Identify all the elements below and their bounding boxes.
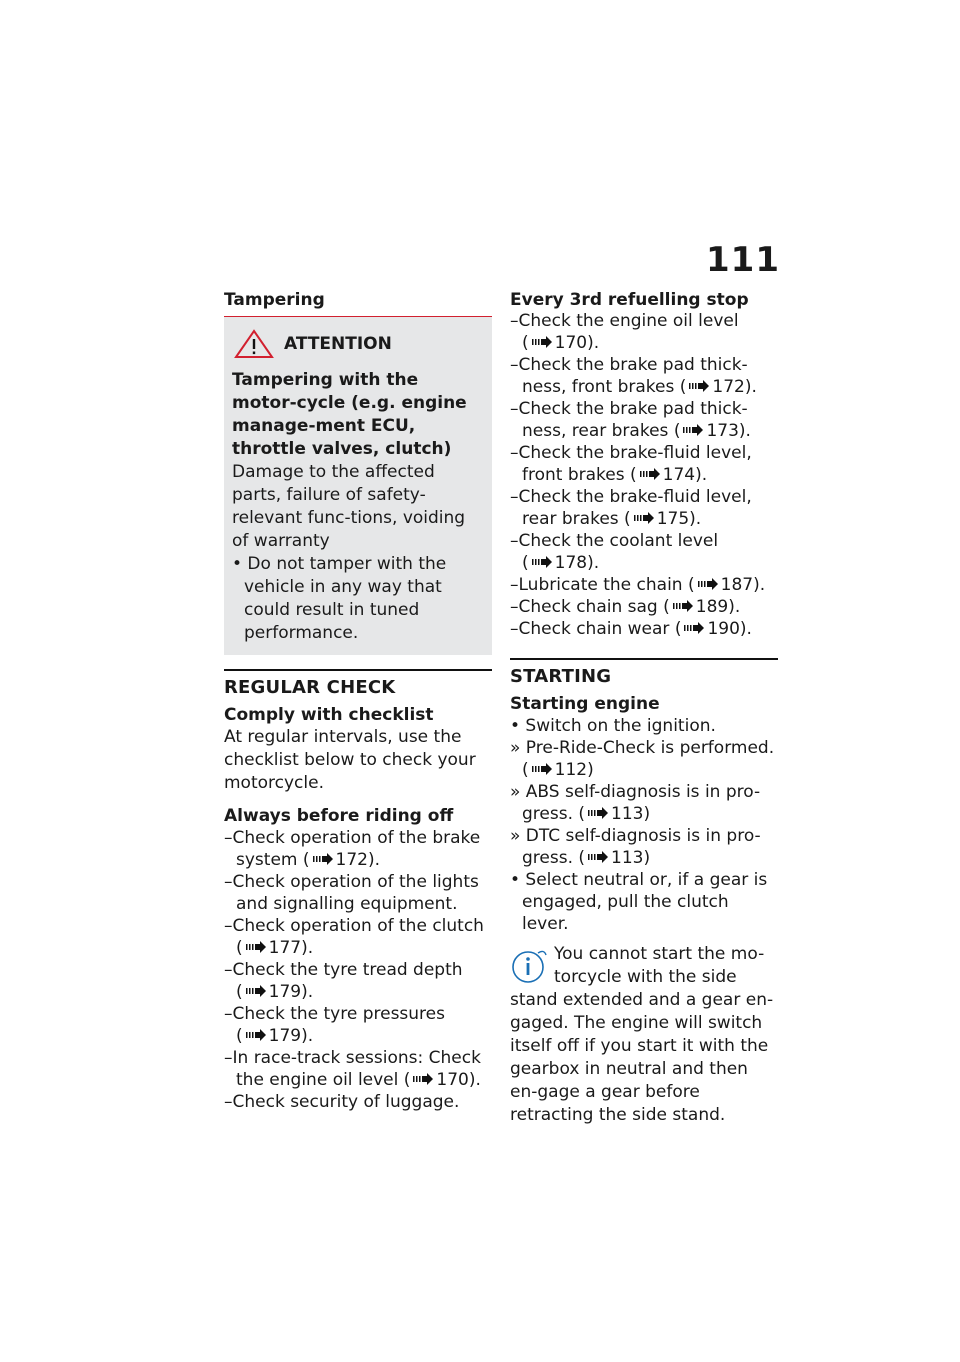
list-item: –Check the brake pad thick-ness, front brakes ( 172). <box>510 355 757 397</box>
list-item: » ABS self-diagnosis is in pro-gress. ( 113) <box>510 782 761 824</box>
attention-header <box>232 329 484 359</box>
info-note <box>510 943 778 1127</box>
page-ref-arrow-icon <box>531 556 553 568</box>
page-reference: ( 179). <box>236 982 314 1002</box>
attention-instruction <box>232 553 484 645</box>
list-item: • Select neutral or, if a gear is engaged, pull the clutch lever. <box>510 870 768 934</box>
page-ref-arrow-icon <box>587 807 609 819</box>
list-item: –Check the engine oil level ( 170). <box>510 311 739 353</box>
page-reference: ( 172). <box>302 850 380 870</box>
list-item: • Switch on the ignition. <box>510 716 716 736</box>
page-ref-arrow-icon <box>633 512 655 524</box>
list-item: –In race-track sessions: Check the engine oil level ( 170). <box>224 1048 481 1090</box>
page-reference: ( 190). <box>674 619 752 639</box>
list-item: –Check operation of the clutch ( 177). <box>224 916 484 958</box>
list-item: –Check the brake-fluid level, front brakes ( 174). <box>510 443 752 485</box>
always-heading: Always before riding off <box>224 806 454 826</box>
page-reference: ( 113) <box>578 848 651 868</box>
page-ref-arrow-icon <box>531 763 553 775</box>
page-reference: ( 175). <box>624 509 702 529</box>
list-item: –Check the brake-fluid level, rear brakes ( 175). <box>510 487 752 529</box>
page-ref-arrow-icon <box>682 424 704 436</box>
list-item: –Check the tyre pressures ( 179). <box>224 1004 445 1046</box>
page-reference: ( 179). <box>236 1026 314 1046</box>
list-item: » DTC self-diagnosis is in pro-gress. ( 113) <box>510 826 761 868</box>
page-ref-arrow-icon <box>245 1029 267 1041</box>
attention-instruction-text: • Do not tamper with the vehicle in any way that could result in tuned performance. <box>232 554 447 643</box>
list-item: –Check operation of the brake system ( 172). <box>224 828 481 870</box>
page-reference: ( 112) <box>522 760 594 780</box>
page-reference: ( 113) <box>578 804 651 824</box>
page-ref-arrow-icon <box>587 851 609 863</box>
page-reference: ( 187). <box>688 575 766 595</box>
page-number: 111 <box>706 240 780 280</box>
regular-check-heading: REGULAR CHECK <box>224 669 492 698</box>
page-reference: ( 178). <box>522 553 600 573</box>
page-ref-arrow-icon <box>245 941 267 953</box>
attention-box <box>224 316 492 655</box>
page-ref-arrow-icon <box>672 600 694 612</box>
list-item: –Check security of luggage. <box>224 1092 460 1112</box>
page-ref-arrow-icon <box>412 1073 434 1085</box>
warning-triangle-icon <box>234 329 274 359</box>
page-reference: ( 172). <box>679 377 757 397</box>
page-reference: ( 177). <box>236 938 314 958</box>
list-item: » Pre-Ride-Check is performed. ( 112) <box>510 738 775 780</box>
starting-heading: STARTING <box>510 658 778 687</box>
page-ref-arrow-icon <box>697 578 719 590</box>
right-column <box>510 288 778 1127</box>
comply-heading: Comply with checklist <box>224 705 434 725</box>
list-item: –Lubricate the chain ( 187). <box>510 575 766 595</box>
starting-engine-heading: Starting engine <box>510 694 660 714</box>
attention-subject: Tampering with the motor-cycle (e.g. engine manage-ment ECU, throttle valves, clutch) <box>232 370 467 459</box>
info-icon <box>510 947 548 985</box>
always-checklist <box>224 827 492 1113</box>
list-item: –Check operation of the lights and signalling equipment. <box>224 872 479 914</box>
list-item: –Check chain sag ( 189). <box>510 597 741 617</box>
list-item: –Check chain wear ( 190). <box>510 619 752 639</box>
list-item: –Check the tyre tread depth ( 179). <box>224 960 463 1002</box>
page-ref-arrow-icon <box>683 622 705 634</box>
attention-consequence: Damage to the affected parts, failure of safety-relevant func-tions, voiding of warranty <box>232 462 466 551</box>
page-ref-arrow-icon <box>531 336 553 348</box>
page-ref-arrow-icon <box>639 468 661 480</box>
page-reference: ( 173). <box>673 421 751 441</box>
page-reference: ( 170). <box>522 333 600 353</box>
list-item: –Check the coolant level ( 178). <box>510 531 719 573</box>
page-ref-arrow-icon <box>688 380 710 392</box>
page-ref-arrow-icon <box>312 853 334 865</box>
info-text: You cannot start the mo-torcycle with the side stand extended and a gear en-gaged. The engine will switch itself off if you start it with the gearbox in neutral and then en-gage a gear before retracting the side stand. <box>510 944 774 1125</box>
left-column <box>224 288 492 1113</box>
comply-text: At regular intervals, use the checklist below to check your motorcycle. <box>224 727 476 793</box>
refuel-heading: Every 3rd refuelling stop <box>510 290 749 310</box>
page-ref-arrow-icon <box>245 985 267 997</box>
tampering-title: Tampering <box>224 290 325 310</box>
list-item: –Check the brake pad thick-ness, rear brakes ( 173). <box>510 399 751 441</box>
attention-label: ATTENTION <box>284 334 392 354</box>
page-reference: ( 174). <box>630 465 708 485</box>
refuel-checklist <box>510 310 778 640</box>
page-reference: ( 170). <box>403 1070 481 1090</box>
page-reference: ( 189). <box>663 597 741 617</box>
starting-steps <box>510 715 778 935</box>
